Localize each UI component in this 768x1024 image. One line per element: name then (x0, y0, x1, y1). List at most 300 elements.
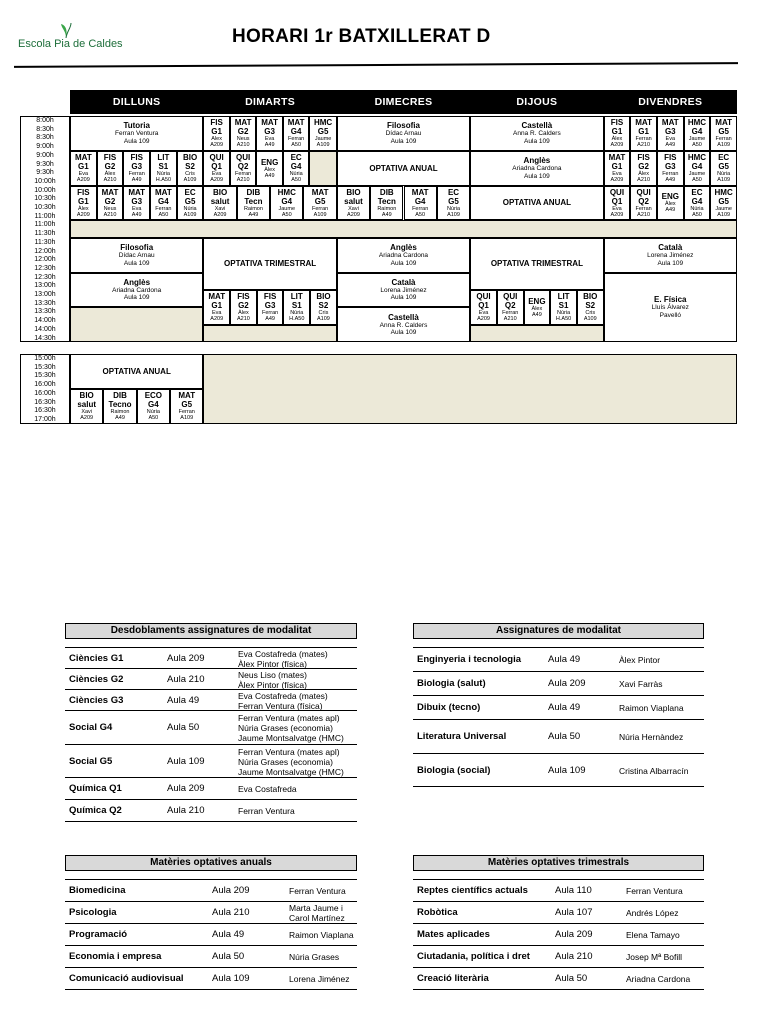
row-aula: Aula 210 (212, 907, 250, 918)
cell-text: Filosofia (120, 243, 154, 253)
time-label: 8:00h (36, 117, 54, 124)
row-professor: Marta Jaume i Carol Martínez (289, 903, 345, 923)
cell-text: Ferran (662, 171, 679, 178)
cell-text: MAT (608, 153, 626, 163)
cell-text: Eva (211, 310, 222, 317)
group-cell (404, 186, 437, 221)
cell-text: Ferran (235, 171, 252, 178)
cell-text: G4 (290, 127, 302, 137)
day-header-dimarts: DIMARTS (203, 90, 336, 114)
school-logo (18, 22, 128, 54)
cell-text: MAT (208, 292, 226, 302)
subject-cell (337, 116, 470, 151)
cell-text: Núria (717, 171, 731, 178)
cell-text: S1 (291, 301, 302, 311)
group-cell (283, 290, 310, 325)
cell-text: Lluís Álvarez (651, 304, 689, 312)
subject-cell (470, 238, 603, 290)
group-cell (684, 151, 711, 186)
cell-text: BIO (316, 292, 331, 302)
group-cell (150, 151, 177, 186)
cell-text: Aula 109 (123, 137, 150, 145)
cell-text: G4 (691, 196, 703, 206)
cell-text: A50 (291, 177, 302, 184)
cell-text: G4 (414, 196, 426, 206)
group-cell (550, 290, 577, 325)
cell-text: A50 (692, 211, 702, 218)
row-aula: Aula 109 (167, 755, 205, 767)
cell-text: G1 (611, 127, 623, 137)
cell-text: S2 (318, 301, 329, 311)
row-name: Reptes científics actuals (417, 885, 528, 896)
group-cell (710, 116, 737, 151)
cell-text: Q2 (237, 162, 249, 172)
cell-text: G5 (314, 196, 326, 206)
cell-text: Cris (585, 310, 596, 317)
cell-text: A210 (637, 142, 651, 149)
page-header (0, 0, 768, 80)
group-cell (70, 186, 97, 221)
time-label: 14:00h (34, 317, 56, 325)
subject-cell (70, 273, 203, 308)
cell-text: MAT (261, 118, 278, 128)
group-cell (257, 290, 284, 325)
cell-text: A210 (637, 177, 651, 184)
cell-text: MAT (661, 118, 679, 128)
optatives-anuals-table-row (65, 901, 357, 923)
time-label: 12:00h (34, 256, 56, 264)
row-aula: Aula 49 (548, 654, 581, 665)
optatives-trimestrals-table-row (413, 967, 704, 989)
school-name: Escola Pia de Caldes (18, 38, 123, 50)
modalitat-table-row (413, 695, 704, 719)
cell-text: MAT (311, 187, 329, 197)
cell-text: A49 (665, 207, 676, 214)
row-aula: Aula 50 (555, 973, 588, 984)
row-aula: Aula 107 (555, 907, 593, 918)
cell-text: Alex (211, 136, 222, 143)
row-professor: Ferran Ventura (626, 886, 683, 896)
time-label: 12:30h (34, 273, 56, 281)
row-aula: Aula 209 (555, 929, 593, 940)
row-name: Biologia (social) (417, 764, 491, 776)
cell-text: LIT (557, 292, 570, 302)
cell-text: LIT (290, 292, 303, 302)
cell-text: G3 (664, 162, 676, 172)
group-cell (684, 116, 711, 151)
cell-text: A209 (610, 142, 624, 149)
group-cell (470, 290, 497, 325)
subject-cell (470, 151, 603, 186)
time-label: 16:00h (34, 381, 56, 389)
cell-text: G4 (290, 162, 302, 172)
cell-text: S2 (585, 301, 596, 311)
cell-text: Castellà (521, 121, 553, 131)
row-name: Social G5 (69, 755, 113, 767)
row-name: Comunicació audiovisual (69, 973, 184, 984)
time-label: 9:30h (36, 169, 54, 177)
cell-text: A49 (264, 172, 275, 179)
row-aula: Aula 209 (548, 678, 586, 689)
optatives-anuals-table-row (65, 879, 357, 901)
cell-text: BIO (79, 391, 94, 401)
row-aula: Aula 49 (212, 929, 245, 940)
row-professor: Raimon Viaplana (619, 703, 684, 713)
desdoblaments-table-row (65, 647, 357, 668)
cell-text: DIB (246, 187, 261, 197)
cell-text: A209 (610, 177, 624, 184)
row-name: Robòtica (417, 907, 458, 918)
group-cell (710, 186, 737, 221)
time-label: 12:30h (34, 264, 56, 272)
group-cell (203, 151, 230, 186)
cell-text: Q2 (638, 196, 649, 206)
group-cell (630, 186, 657, 221)
group-cell (303, 186, 336, 221)
time-label: 17:00h (34, 415, 56, 423)
cell-text: A50 (148, 415, 159, 422)
group-cell (437, 186, 470, 221)
time-label: 15:30h (34, 363, 56, 371)
cell-text: A50 (158, 211, 169, 218)
cell-text: Anglès (523, 156, 551, 166)
row-professor: Àlex Pintor (619, 655, 661, 665)
cell-text: EC (290, 153, 302, 163)
cell-text: salut (77, 400, 96, 410)
time-column (20, 116, 70, 342)
row-name: Dibuix (tecno) (417, 702, 481, 713)
cell-text: Eva (478, 310, 489, 317)
cell-text: MAT (74, 153, 92, 163)
cell-text: H.A50 (155, 177, 172, 184)
modalitat-table-row (413, 647, 704, 671)
cell-text: G4 (281, 196, 293, 206)
cell-text: Núria (146, 409, 160, 416)
cell-text: HMC (687, 118, 707, 128)
row-aula: Aula 109 (548, 764, 586, 776)
time-label: 10:00h (34, 186, 56, 194)
cell-text: A209 (76, 211, 90, 218)
break-row (70, 220, 737, 237)
subject-cell (470, 116, 603, 151)
row-name: Enginyeria i tecnologia (417, 654, 521, 665)
cell-text: A209 (210, 177, 224, 184)
cell-text: G3 (131, 196, 143, 206)
cell-text: MAT (411, 187, 429, 197)
cell-text: Xavi (348, 205, 359, 212)
row-aula: Aula 50 (167, 722, 200, 733)
cell-text: Núria (690, 205, 704, 212)
group-cell (230, 151, 257, 186)
optatives-anuals-table-row (65, 967, 357, 989)
time-label: 11:00h (34, 212, 56, 220)
cell-text: HMC (313, 118, 333, 128)
cell-text: A50 (692, 177, 702, 184)
cell-text: Lorena Jiménez (647, 252, 694, 260)
row-professor: Ferran Ventura (289, 886, 346, 896)
cell-text: QUI (609, 187, 625, 197)
time-label: 13:00h (34, 282, 56, 290)
group-cell (203, 290, 230, 325)
cell-text: MAT (287, 118, 305, 128)
row-aula: Aula 50 (548, 731, 581, 742)
cell-text: Tutoria (123, 121, 150, 131)
group-cell (684, 186, 711, 221)
optatives-trimestrals-table-row (413, 901, 704, 923)
cell-text: QUI (476, 292, 491, 302)
cell-text: OPTATIVA ANUAL (102, 366, 171, 376)
row-aula: Aula 210 (167, 805, 205, 816)
cell-text: Ferran (128, 171, 145, 178)
subject-cell (203, 238, 336, 290)
cell-text: G5 (181, 400, 193, 410)
cell-text: FIS (130, 153, 143, 163)
cell-text: Eva (612, 171, 622, 178)
group-cell (630, 116, 657, 151)
cell-text: Q1 (211, 162, 222, 172)
group-cell (203, 116, 230, 151)
desdoblaments-table-bottom-line (65, 821, 357, 822)
cell-text: FIS (77, 187, 90, 197)
cell-text: ECO (144, 391, 163, 401)
cell-text: Eva (131, 205, 142, 212)
group-cell (497, 290, 524, 325)
group-cell (270, 186, 303, 221)
cell-text: S1 (158, 162, 169, 172)
group-cell (150, 186, 177, 221)
cell-text: MAT (101, 187, 119, 197)
day-header-dilluns: DILLUNS (70, 90, 203, 114)
group-cell (97, 151, 124, 186)
group-cell (256, 151, 283, 186)
optatives-anuals-table-row (65, 923, 357, 945)
cell-text: Jaume (715, 205, 732, 212)
subject-cell (604, 238, 737, 273)
desdoblaments-table-row (65, 689, 357, 710)
row-professor: Eva Costafreda (mates) Àlex Pintor (física) (238, 648, 328, 669)
cell-text: Dídac Arnau (385, 130, 422, 138)
cell-text: A109 (183, 177, 197, 184)
cell-text: G4 (691, 127, 703, 137)
row-professor: Eva Costafreda (238, 784, 297, 794)
cell-text: Àlex (238, 310, 249, 317)
cell-text: FIS (237, 292, 250, 302)
cell-text: A109 (316, 142, 330, 149)
cell-text: Tecno (108, 400, 132, 410)
cell-text: A209 (80, 415, 94, 422)
cell-text: salut (210, 196, 230, 206)
cell-text: A109 (717, 177, 731, 184)
cell-text: EC (718, 153, 730, 163)
row-professor: Eva Costafreda (mates) Ferran Ventura (física) (238, 690, 328, 711)
cell-text: Cris (318, 310, 329, 317)
subject-cell (70, 116, 203, 151)
cell-text: EC (691, 187, 703, 197)
desdoblaments-table-row (65, 668, 357, 689)
cell-text: G5 (317, 127, 329, 137)
cell-text: Aula 109 (123, 259, 150, 267)
cell-text: HMC (714, 187, 733, 197)
row-professor: Núria Hernàndez (619, 732, 684, 742)
cell-text: Núria (156, 171, 170, 178)
cell-text: Català (658, 243, 683, 253)
subject-cell (70, 354, 203, 389)
cell-text: A109 (313, 211, 327, 218)
cell-text: Ferran (412, 205, 429, 212)
subject-cell (604, 273, 737, 343)
cell-text: QUI (636, 187, 651, 197)
cell-text: Jaume (314, 136, 332, 143)
cell-text: HMC (687, 153, 707, 163)
cell-text: Ferran (502, 310, 519, 317)
cell-text: Aula 109 (657, 259, 684, 267)
cell-text: Àlex (638, 171, 649, 178)
cell-text: G5 (448, 196, 459, 206)
cell-text: MAT (715, 118, 733, 128)
cell-text: FIS (610, 118, 624, 128)
group-cell (123, 186, 150, 221)
optatives-trimestrals-table-header: Matèries optatives trimestrals (413, 855, 704, 871)
cell-text: OPTATIVA ANUAL (502, 198, 572, 208)
cell-text: G1 (78, 162, 89, 172)
cell-text: A109 (317, 316, 330, 323)
cell-text: Àlex (264, 166, 275, 173)
cell-text: G5 (718, 196, 729, 206)
time-label: 10:30h (34, 195, 56, 203)
row-name: Creació literària (417, 973, 489, 984)
cell-text: QUI (236, 153, 251, 163)
desdoblaments-table-row (65, 777, 357, 799)
cell-text: Filosofia (387, 121, 420, 131)
desdoblaments-table-row (65, 710, 357, 744)
row-aula: Aula 209 (212, 885, 250, 896)
cell-text: G1 (211, 127, 222, 137)
cell-text: Ferran (155, 205, 172, 212)
cell-text: G3 (131, 162, 143, 172)
cell-text: Ferran (178, 409, 195, 416)
cell-text: A49 (115, 415, 125, 422)
cell-text: FIS (103, 153, 117, 163)
cell-text: ENG (260, 157, 279, 167)
cell-text: A109 (180, 415, 194, 422)
cell-text: G1 (611, 162, 623, 172)
cell-text: A50 (415, 211, 426, 218)
cell-text: DIB (113, 391, 127, 401)
desdoblaments-table-row (65, 744, 357, 777)
row-aula: Aula 49 (548, 702, 581, 713)
time-label: 13:30h (34, 299, 56, 307)
cell-text: QUI (209, 153, 224, 163)
cell-text: A49 (131, 177, 142, 184)
cell-text: Dídac Arnau (118, 252, 155, 260)
cell-text: Aula 109 (390, 329, 417, 337)
row-name: Biomedicina (69, 885, 126, 896)
cell-text: G4 (691, 162, 703, 172)
cell-text: Àlex (104, 171, 116, 178)
modalitat-table-row (413, 719, 704, 753)
cell-text: Anglès (390, 243, 417, 253)
cell-text: A210 (236, 142, 250, 149)
cell-text: BIO (182, 153, 198, 163)
cell-text: A209 (477, 316, 490, 323)
row-aula: Aula 209 (167, 652, 205, 664)
cell-text: Ferran (635, 136, 652, 143)
cell-text: G2 (104, 196, 116, 206)
cell-text: G2 (237, 127, 249, 137)
cell-text: G5 (718, 162, 729, 172)
group-cell (283, 116, 310, 151)
cell-text: A109 (183, 211, 197, 218)
time-label: 11:30h (34, 238, 56, 246)
row-aula: Aula 110 (555, 885, 592, 896)
empty-afternoon (203, 354, 737, 424)
row-professor: Neus Liso (mates) Àlex Pintor (física) (238, 669, 307, 690)
cell-text: Núria (183, 205, 197, 212)
cell-text: Anna R. Calders (513, 130, 561, 138)
subject-cell (337, 151, 470, 186)
group-cell (103, 389, 136, 424)
time-label: 16:00h (34, 389, 56, 397)
cell-text: A210 (103, 211, 117, 218)
cell-text: FIS (664, 153, 677, 163)
optatives-trimestrals-table-row (413, 879, 704, 901)
time-label: 10:00h (34, 177, 56, 185)
modalitat-table-header: Assignatures de modalitat (413, 623, 704, 639)
cell-text: Ferran (312, 205, 329, 212)
cell-text: Anna R. Calders (379, 321, 428, 329)
cell-text: G1 (638, 127, 649, 137)
group-cell (137, 389, 170, 424)
time-label: 11:30h (34, 230, 56, 238)
cell-text: BIO (346, 187, 361, 197)
row-professor: Raimon Viaplana (289, 930, 354, 940)
cell-text: Eva (211, 171, 222, 178)
cell-text: G5 (718, 127, 729, 137)
cell-text: G5 (184, 196, 196, 206)
time-label: 15:00h (34, 355, 56, 362)
cell-text: Núria (556, 310, 571, 317)
header-divider (14, 62, 738, 68)
cell-text: Neus (103, 205, 117, 212)
cell-text: ENG (661, 192, 679, 202)
cell-text: A209 (610, 211, 624, 218)
cell-text: Aula 109 (123, 294, 150, 302)
group-cell (630, 151, 657, 186)
cell-text: H.A50 (289, 316, 305, 323)
cell-text: A109 (717, 211, 731, 218)
group-cell (170, 389, 203, 424)
cell-text: Ariadna Cardona (112, 286, 162, 294)
row-aula: Aula 209 (167, 783, 205, 794)
row-aula: Aula 49 (167, 694, 200, 706)
cell-text: G3 (264, 301, 276, 311)
row-aula: Aula 50 (212, 951, 245, 962)
cell-text: G3 (664, 127, 676, 137)
group-cell (370, 186, 403, 221)
group-cell (256, 116, 283, 151)
cell-text: FIS (263, 292, 277, 302)
cell-text: Núria (290, 310, 304, 317)
time-column-afternoon (20, 354, 70, 424)
cell-text: A49 (665, 142, 676, 149)
group-cell (310, 290, 337, 325)
cell-text: Xavi (214, 205, 226, 212)
cell-text: A49 (264, 142, 275, 149)
cell-text: MAT (178, 391, 196, 401)
optatives-anuals-table-row (65, 945, 357, 967)
cell-text: A49 (665, 177, 676, 184)
group-cell (203, 186, 236, 221)
